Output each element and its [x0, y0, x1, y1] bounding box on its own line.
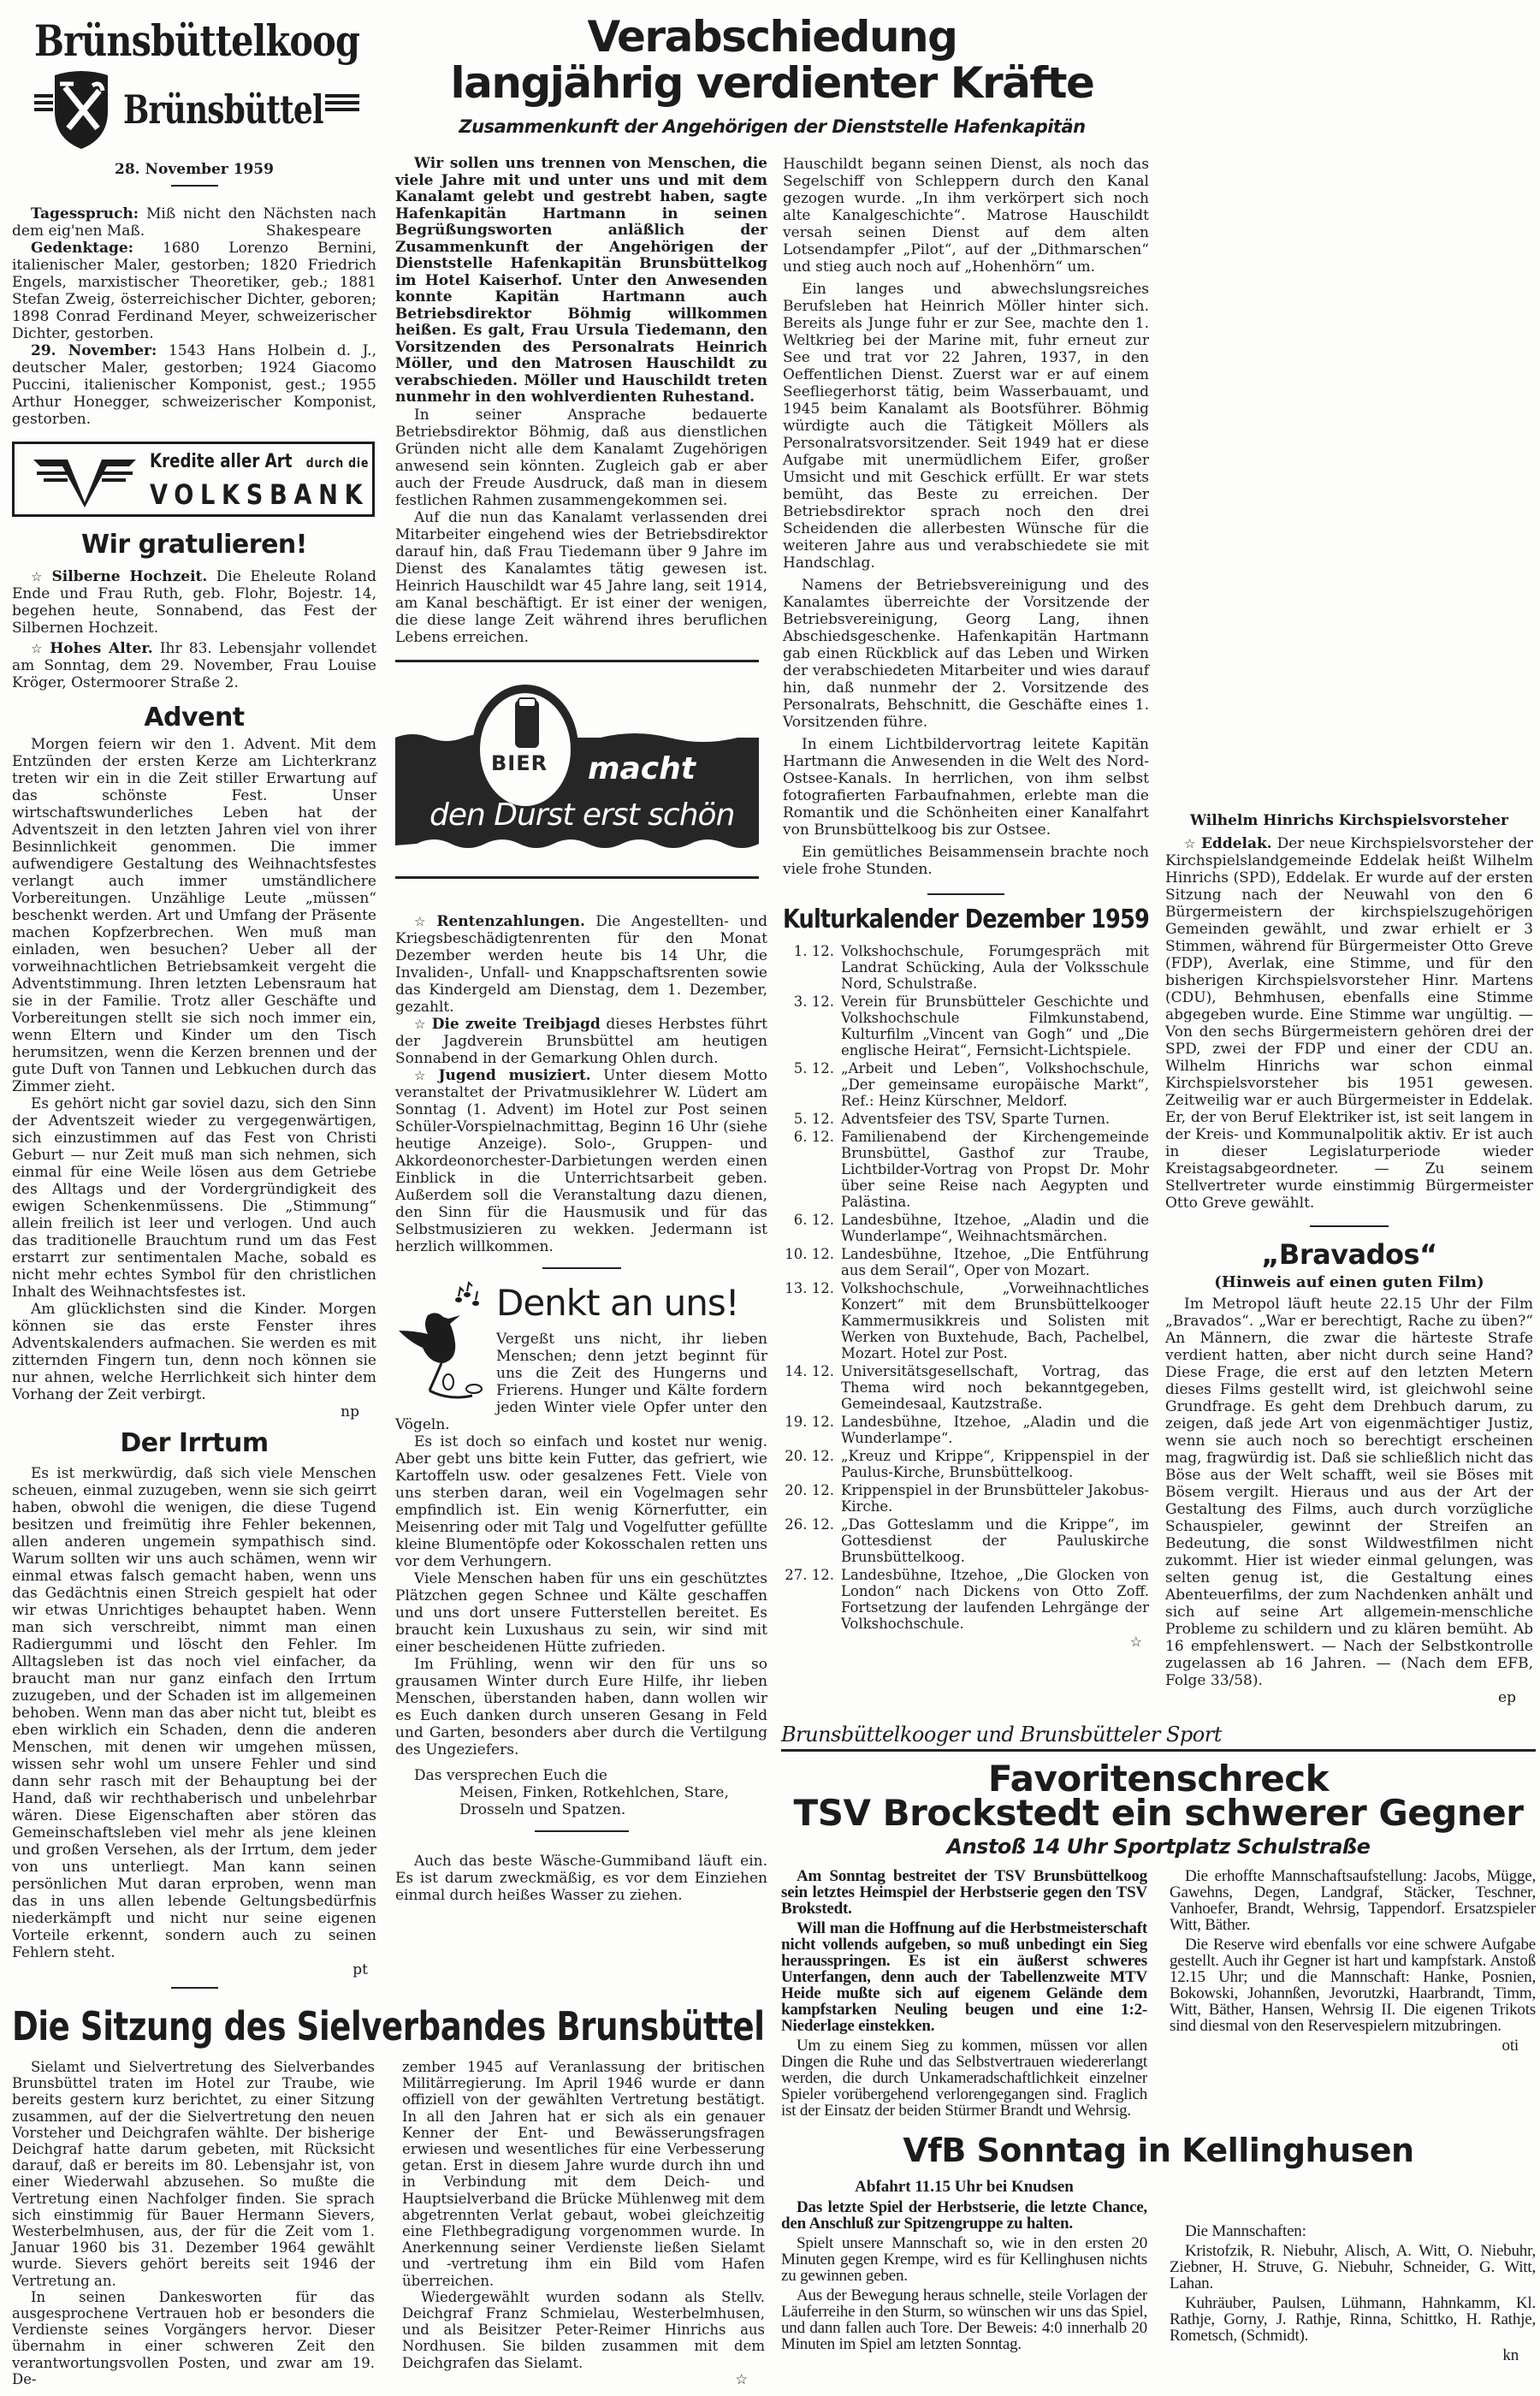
masthead-logo	[34, 15, 359, 152]
star-icon: ☆	[31, 641, 45, 656]
gedenktage: Gedenktage: 1680 Lorenzo Bernini, italienischer Maler, gestorben; 1820 Friedrich Engels, marxistischer Theoretiker, geb.; 1881 Stefan Zweig, österreichischer Dichter, geboren; 1898 Conrad Ferdinand Meyer, schweizerischer Dichter, gestorben.	[12, 240, 376, 342]
nov29: 29. November: 1543 Hans Holbein d. J., deutscher Maler, gestorben; 1924 Giacomo Puccini, italienischer Komponist, gest.; 1955 Arthur Honegger, schweizerischer Komponist, gestorben.	[12, 342, 376, 428]
section-heading: Wir gratulieren!	[81, 530, 307, 560]
divider	[1310, 1225, 1389, 1227]
notice-item: ☆ Rentenzahlungen. Die Angestellten- und Kriegsbeschädigtenrenten für den Monat Dezember werden heute bis 14 Uhr, die Invaliden-, Unfall- und Knappschaftsrenten sowie das Kindergeld am Dienstag, dem 1. Dezember, gezahlt.	[395, 912, 767, 1016]
author-signature: ep	[1498, 1689, 1516, 1706]
bravados-subheading: (Hinweis auf einen guten Film)	[1214, 1273, 1484, 1291]
notice-item: ☆ Jugend musiziert. Unter diesem Motto veranstaltet der Privatmusiklehrer W. Lüdert am Sonntag (1. Advent) im Hotel zur Post seinen Schüler-Vorspielnachmittag, Beginn 16 Uhr (siehe heutige Anzeige). Solo-, Gruppen- und Akkordeonorchester-Darbietungen werden einen Einblick in die Unterrichtsarbeit geben. Außerdem soll die Veranstaltung dazu dienen, den Sinn für die Hausmusik und für das Selbstmusizieren zu wekken. Jedermann ist herzlich willkommen.	[395, 1066, 767, 1255]
sielverband-headline: Die Sitzung des Sielverbandes Brunsbüttel	[12, 2003, 765, 2049]
calendar-entry: 26. 12. „Das Gotteslamm und die Krippe“, im Gottesdienst der Pauluskirche Brunsbüttelkoog.	[785, 1516, 1149, 1565]
sielverband-section	[12, 2002, 765, 2387]
calendar-entry: 3. 12. Verein für Brunsbütteler Geschichte und Volkshochschule Filmkunstabend, Kulturfilm „Vincent van Gogh“ und „Die englische Heirat“, Fernsicht-Lichtspiele.	[793, 993, 1149, 1059]
bravados-article: Im Metropol läuft heute 22.15 Uhr der Film „Bravados“. „War er berechtigt, Rache zu üben?“ An Männern, die zwar die härteste Strafe verdient hatten, aber nicht durch seine Hand? Diese Frage, die erst auf den letzten Metern dieses Films gestellt wird, ist gleichwohl seine Grundfrage. Es geht dem Drehbuch darum, zu zeigen, daß jede Art von eigenmächtiger Justiz, wenn sie auch noch so berechtigt erscheinen mag, fragwürdig ist. Daß sie schließlich nicht das Böse aus der Welt schafft, weil sie Böses mit Bösem vergilt. Hieraus und aus der Art der Gestaltung des Films, auch durch vorzügliche Schauspieler, gewinnt der Streifen an Bedeutung, die sonst Wildwestfilmen nicht zukommt. Hier ist wieder einmal gelungen, was selten genug ist, die Gestaltung eines Abenteuerfilms, der zum Nachdenken anhält und sich auf seine Art allgemein-menschliche Probleme zu schildern und zu klären bemüht. Ab 16 empfehlenswert. — Nach der Selbstkontrolle zugelassen ab 16 Jahren. — (Nach dem EFB, Folge 33/58). ep	[1165, 1296, 1533, 1706]
column-2	[395, 156, 767, 1904]
logo-line2: Brünsbüttel	[123, 86, 323, 133]
bier-line2: den Durst erst schön	[429, 797, 735, 833]
gummiband-tip: Auch das beste Wäsche-Gummiband läuft ein. Es ist darum zweckmäßig, es vor dem Einziehen einmal durch heißes Wasser zu ziehen.	[395, 1852, 767, 1904]
calendar-entry: 5. 12. Adventsfeier des TSV, Sparte Turnen.	[793, 1111, 1111, 1127]
main-headline: Verabschiedung langjährig verdienter Kräfte	[450, 12, 1094, 108]
column-3	[783, 156, 1149, 1650]
calendar-entry: 20. 12. „Kreuz und Krippe“, Krippenspiel in der Paulus-Kirche, Brunsbüttelkoog.	[785, 1448, 1149, 1480]
star-icon: ☆	[414, 1016, 427, 1032]
sport-article1-col2: Die erhoffte Mannschaftsaufstellung: Jacobs, Mügge, Gawehns, Degen, Landgraf, Stäcker, Teschner, Vanhoefer, Brandt, Wehrsig, Tappendorf. Ersatzspieler Witt, Bäther. Die Reserve wird ebenfalls vor eine schwere Aufgabe gestellt. Auch ihr Gegner ist hart und kampfstark. Anstoß 12.15 Uhr; und die Mannschaft: Hanke, Posnien, Bokowski, Johannßen, Jevorutzki, Haarbrandt, Timm, Witt, Bäther, Hansen, Wehrsig II. Die eigenen Trikots sind diesmal von den Reservespielern mitzubringen. oti	[1170, 1867, 1536, 2055]
ad-line1: Kredite aller Art	[150, 451, 293, 472]
list-item: ☆ Hohes Alter. Ihr 83. Lebensjahr vollendet am Sonntag, dem 29. November, Frau Louise Kröger, Ostermoorer Straße 2.	[12, 640, 377, 691]
article-lead: Wir sollen uns trennen von Menschen, die viele Jahre mit und unter uns und mit dem Kanalamt gelebt und gestrebt haben, sagte Hafenkapitän Hartmann in seinen Begrüßungsworten anläßlich der Zusammenkunft der Angehörigen der Dienststelle Hafenkapitän Brunsbüttelkog im Hotel Kaiserhof. Unter den Anwesenden konnte Kapitän Hartmann auch Betriebsdirektor Böhmig willkommen heißen. Es galt, Frau Ursula Tiedemann, den Vorsitzenden des Personalrats Heinrich Möller, und den Matrosen Hauschildt zu verabschieden. Möller und Hauschildt treten nunmehr in den wohlverdienten Ruhestand.	[395, 155, 767, 406]
list-item: ☆ Silberne Hochzeit. Die Eheleute Roland Ende und Frau Ruth, geb. Flohr, Bojestr. 14, begehen heute, Sonnabend, das Fest der Silbernen Hochzeit.	[12, 568, 376, 637]
calendar-entry: 14. 12. Universitätsgesellschaft, Vortrag, das Thema wird noch bekanntgegeben, Gemeindesaal, Kautzstraße.	[785, 1363, 1149, 1412]
author-signature: np	[341, 1403, 359, 1420]
sport-article1-col1: Am Sonntag bestreitet der TSV Brunsbüttelkoog sein letztes Heimspiel der Herbstserie gegen den TSV Brokstedt. Will man die Hoffnung auf die Herbstmeisterschaft nicht vollends aufgeben, so muß unbedingt ein Sieg herausspringen. Es ist ein äußerst schweres Unterfangen, denn auch der Tabellenzweite MTV Heide mußte sich auf eigenem Gelände dem kampfstarken Neuling beugen und eine 1:2-Niederlage einstekken. Um zu einem Sieg zu kommen, müssen vor allen Dingen die Ruhe und das Selbstvertrauen wiedererlangt werden, die durch Unkameradschaftlichkeit einzelner Spieler vorübergehend verlorengegangen sind. Fraglich ist der Einsatz der beiden Stürmer Brandt und Wehrsig.	[781, 1867, 1147, 2120]
local-notices	[395, 913, 767, 1255]
divider	[171, 1987, 218, 1989]
star-icon: ☆	[414, 913, 432, 929]
calendar-entry: 27. 12. Landesbühne, Itzehoe, „Die Glocken von London“ nach Dickens von Otto Zoff. Fortsetzung der laufenden Lehrgänge der Volkshochschule.	[785, 1567, 1149, 1632]
divider	[395, 660, 759, 662]
volksbank-ad	[12, 442, 375, 517]
calendar-entry: 6. 12. Landesbühne, Itzehoe, „Aladin und die Wunderlampe“, Weihnachtsmärchen.	[793, 1212, 1149, 1244]
sport-section-title: Brunsbüttelkooger und Brunsbütteler Sport	[781, 1723, 1222, 1747]
ad-line1-small: durch die	[305, 455, 370, 471]
closing-line: Das versprechen Euch die	[414, 1766, 607, 1784]
main-article-col1: Wir sollen uns trennen von Menschen, die viele Jahre mit und unter uns und mit dem Kanalamt gelebt und gestrebt haben, sagte Hafenkapitän Hartmann in seinen Begrüßungsworten anläßlich der Zusammenkunft der Angehörigen der Dienststelle Hafenkapitän Brunsbüttelkog im Hotel Kaiserhof. Unter den Anwesenden konnte Kapitän Hartmann auch Betriebsdirektor Böhmig willkommen heißen. Es galt, Frau Ursula Tiedemann, den Vorsitzenden des Personalrats Heinrich Möller, und den Matrosen Hauschildt zu verabschieden. Möller und Hauschildt treten nunmehr in den wohlverdienten Ruhestand. In seiner Ansprache bedauerte Betriebsdirektor Böhmig, daß aus dienstlichen Gründen nicht alle dem Kanalamt Zugehörigen anwesend sein könnten. Zugleich gab er aber auch der Freude Ausdruck, daß man in diesem festlichen Rahmen zusammengekommen sei. Auf die nun das Kanalamt verlassenden drei Mitarbeiter eingehend wies der Betriebsdirektor darauf hin, daß Frau Tiedemann über 9 Jahre im Dienst des Kanalamtes tätig gewesen ist. Heinrich Hauschildt war 45 Jahre lang, seit 1914, am Kanal beschäftigt. Er ist einer der wenigen, die diese lange Zeit während ihres beruflichen Lebens erreichen.	[395, 155, 767, 646]
divider	[781, 1749, 1536, 1752]
divider	[927, 893, 1004, 895]
notice-item: ☆ Die zweite Treibjagd dieses Herbstes führt der Jagdverein Brunsbüttel am heutigen Sonnabend in der Gemarkung Ohlen durch.	[395, 1015, 767, 1067]
volksbank-wing-logo-icon	[33, 451, 136, 507]
issue-date: 28. November 1959	[115, 161, 274, 178]
quote-author: Shakespeare	[265, 222, 361, 240]
coat-of-arms-icon	[34, 68, 128, 151]
calendar-entry: 10. 12. Landesbühne, Itzehoe, „Die Entführung aus dem Serail“, Oper von Mozart.	[785, 1246, 1149, 1278]
calendar-entry: 19. 12. Landesbühne, Itzehoe, „Aladin und die Wunderlampe“.	[785, 1414, 1149, 1446]
author-signature: oti	[1502, 2037, 1519, 2055]
gratulieren-list	[12, 568, 376, 691]
sielverband-col2: zember 1945 auf Veranlassung der britischen Militärregierung. Im April 1946 wurde er dann offiziell von der gewählten Vertretung bestätigt. In all den Jahren hat er sich als ein genauer Kenner der Ent- und Bewässerungsfragen erwiesen und wesentliches für eine Verbesserung getan. Erst in diesem Jahre wurde durch ihn und in Verbindung mit dem Deich- und Hauptsielverband die Brücke Mühlenweg mit dem abgetrennten Verlat gebaut, wobei gleichzeitig eine Flethbegradigung vorgenommen wurde. In Anerkennung seiner Verdienste ließen Sielamt und -vertretung ihm ein Bild vom Hafen überreichen. Wiedergewählt wurden sodann als Stellv. Deichgraf Franz Schmielau, Westerbelmhusen, und als Beisitzer Peter-Reimer Hinrichs aus Nordhusen. Sie bilden zusammen mit dem Deichgrafen das Sielamt. ☆	[402, 2059, 765, 2387]
section-heading: Der Irrtum	[120, 1428, 269, 1458]
divider	[395, 876, 759, 879]
bier-line1: macht	[588, 750, 696, 786]
sport-section	[781, 1722, 1536, 2363]
section-heading: Advent	[144, 703, 245, 732]
sport-subheading: Anstoß 14 Uhr Sportplatz Schulstraße	[946, 1835, 1371, 1859]
tagesspruch: Tagesspruch: Miß nicht den Nächsten nach dem eig'nen Maß. Shakespeare	[12, 205, 377, 240]
star-icon: ☆	[1129, 1634, 1142, 1650]
main-article-col2: Hauschildt begann seinen Dienst, als noch das Segelschiff von Schleppern durch den Kanal gezogen wurde. „In ihm verkörpert sich noch alte Kanalgeschichte“. Matrose Hauschildt versah seinen Dienst auf dem alten Lotsendampfer „Pilot“, auf der „Dithmarschen“ und stieg auch noch auf „Hohenhörn“ um. Ein langes und abwechslungsreiches Berufsleben hat Heinrich Möller hinter sich. Bereits als Junge fuhr er zur See, machte den 1. Weltkrieg bei der Marine mit, fuhr erneut zur See und trat vor 22 Jahren, 1937, in den Oeffentlichen Dienst. Zuerst war er auf einem Seefliegerhorst tätig, beim Wasserbauamt, und 1945 beim Kanalamt als Bootsführer. Böhmig würdigte auch die Tätigkeit Möllers als Personalratsvorsitzender. Seit 1949 hat er diese Aufgabe mit unermüdlichem Eifer, großer Umsicht und mit Geschick erfüllt. Er war stets bemüht, das Beste zu erreichen. Der Betriebsdirektor sprach noch den drei Scheidenden die allerbesten Wünsche für die weiteren Jahre aus und verabschiedete sie mit Handschlag. Namens der Betriebsvereinigung und des Kanalamtes überreichte der Vorsitzende der Betriebsvereinigung, Georg Lang, ihnen Abschiedsgeschenke. Hafenkapitän Hartmann gab einen Rückblick auf das Leben und Wirken der verabschiedeten Mitarbeiter und wies darauf hin, daß nunmehr der 2. Vorsitzende des Personalrats, Behschnitt, die Geschäfte eines 1. Vorsitzenden führe. In einem Lichtbildervortrag leitete Kapitän Hartmann die Anwesenden in die Welt des Nord-Ostsee-Kanals. In herrlichen, von ihm selbst fotografierten Farbaufnahmen, erlebte man die Romantik und die Schönheiten einer Kanalfahrt von Brunsbüttelkoog bis zur Ostsee. Ein gemütliches Beisammensein brachte noch viele frohe Stunden.	[783, 156, 1149, 878]
star-icon: ☆	[414, 1067, 434, 1083]
author-signature: pt	[352, 1961, 368, 1978]
bravados-heading: „Bravados“	[1261, 1238, 1437, 1271]
author-signature: kn	[1502, 2346, 1519, 2364]
vfb-col2: Die Mannschaften: Kristofzik, R. Niebuhr, Alisch, A. Witt, O. Niebuhr, Ziebner, H. Struve, G. Niebuhr, Schneider, G. Witt, Lahan. Kuhräuber, Paulsen, Lühmann, Hahnkamm, Kl. Rathje, Gorny, J. Rathje, Rinna, Schittko, H. Rathje, Rometsch, (Schmidt). kn	[1170, 2222, 1536, 2364]
calendar-entry: 13. 12. Volkshochschule, „Vorweihnachtliches Konzert“ mit dem Brunsbüttelkooger Kammermusikkreis und Solisten mit Werken von Buxtehude, Bach, Pachelbel, Mozart. Hotel zur Post.	[785, 1280, 1149, 1361]
star-icon: ☆	[31, 569, 47, 584]
vfb-subheading: Abfahrt 11.15 Uhr bei Knudsen	[855, 2178, 1074, 2196]
calendar-box	[12, 205, 376, 428]
divider	[535, 1830, 629, 1832]
bier-ad	[395, 681, 759, 857]
hinrichs-heading: Wilhelm Hinrichs Kirchspielsvorsteher	[1190, 812, 1508, 829]
calendar-entry: 1. 12. Volkshochschule, Forumgespräch mit Landrat Schücking, Aula der Volksschule Nord, Schulstraße.	[793, 943, 1149, 992]
divider	[542, 1267, 621, 1269]
column-1	[12, 15, 376, 1989]
denkt-heading: Denkt an uns!	[496, 1281, 739, 1324]
denkt-article: Denkt an uns! Vergeßt uns nicht, ihr lieben Menschen; denn jetzt beginnt für uns die Zeit des Hungerns und Frierens. Hunger und Kälte fordern jeden Winter viele Opfer unter den Vögeln. Es ist doch so einfach und kostet nur wenig. Aber gebt uns bitte kein Futter, das gefriert, wie Kartoffeln usw. oder gesalzenes Fett. Viele von uns sterben daran, weil ein Vogelmagen sehr empfindlich ist. Ein wenig Körnerfutter, ein Meisenring oder mit Talg und Vogelfutter gefüllte kleine Blumentöpfe oder Kokosschalen retten uns vor dem Verhungern. Viele Menschen haben für uns ein geschütztes Plätzchen gegen Schnee und Kälte geschaffen und uns dort unsere Futterstellen bereitet. Es braucht kein Luxushaus zu sein, wir sind mit einer bescheidenen Hütte zufrieden. Im Frühling, wenn wir den für uns so grausamen Winter durch Eure Hilfe, ihr lieben Menschen, überstanden haben, dann wollen wir es Euch danken durch unseren Gesang in Feld und Garten, besonders aber durch die Vertilgung des Ungeziefers. Das versprechen Euch die Meisen, Finken, Rotkehlchen, Stare, Drosseln und Spatzen.	[395, 1281, 767, 1818]
main-headline-block	[394, 14, 1151, 137]
advent-article: Morgen feiern wir den 1. Advent. Mit dem Entzünden der ersten Kerze am Lichterkranz treten wir ein in die Zeit stiller Erwartung auf das schönste Fest. Unser wirtschaftswunderliches Leben hat der Adventszeit in den letzten Jahren viel von ihrer Besinnlichkeit genommen. Die immer aufwendigere Gestaltung des Weihnachtsfestes verlangt auch immer umständlichere Vorbereitungen. Unzählige Leute „müssen“ beschenkt werden. Art und Umfang der Präsente machen Kopfzerbrechen. Wen muß man einladen, wen besuchen? Ueber all der vorweihnachtlichen Betriebsamkeit vergeht die Adventstimmung. Ihren letzten Lebensraum hat sie in der Familie. Trotz aller Geschäfte und Vorbereitungen stellt sie sich noch immer ein, wenn Eltern und Kinder um den Tisch herumsitzen, wenn die Kerzen brennen und der gute Duft von Tannen und Lebkuchen durch das Zimmer zieht. Es gehört nicht gar soviel dazu, sich den Sinn der Adventszeit wieder zu vergegenwärtigen, sich einzustimmen auf das Fest von Christi Geburt — nur Zeit muß man sich nehmen, sich einmal für eine Weile lösen aus dem Getriebe des Alltags und der Vordergründigkeit des ewigen Schenkenmüssens. Die „Stimmung“ allein freilich ist leer und verlogen. Und auch das traditionelle Brauchtum rund um das Fest erstarrt zur sentimentalen Mache, sobald es nicht mehr echtes Symbol für den christlichen Inhalt des Weihnachtsfestes ist. Am glücklichsten sind die Kinder. Morgen können sie das erste Fenster ihres Adventskalenders aufmachen. Sie werden es mit zitternden Fingern tun, denn noch können sie nur ahnen, welche Herrlichkeit sich hinter dem Vorhang der Zeit verbirgt. np	[12, 736, 376, 1420]
birds-signature: Meisen, Finken, Rotkehlchen, Stare, Drosseln und Spatzen.	[459, 1783, 729, 1818]
kulturkalender-list	[783, 943, 1149, 1632]
ad-brand: VOLKSBANK	[150, 478, 370, 511]
irrtum-article: Es ist merkwürdig, daß sich viele Menschen scheuen, einmal zuzugeben, wenn sie sich geirrt haben, obwohl die wenigen, die diese Tugend besitzen und freimütig ihre Fehler bekennen, allen anderen ungemein sympathisch sind. Warum sollten wir uns auch schämen, wenn wir einmal etwas falsch gemacht haben, wenn uns das Gedächtnis einen Streich gespielt hat oder wir etwas Unrichtiges behauptet haben. Wenn man sich verschreibt, nimmt man einen Radiergummi und löscht den Fehler. Im Alltagsleben ist das noch viel einfacher, da braucht man nur ganz einfach den Irrtum zuzugeben, und der Schaden ist im allgemeinen behoben. Wenn man das aber nicht tut, bleibt es eben wirklich ein Schaden, denn die anderen Menschen, mit denen wir umgehen müssen, wissen sehr wohl um unsere Fehler und sind dann sehr rasch mit der Behauptung bei der Hand, daß wir rechthaberisch und unbelehrbar wären. Diese Eigenschaften aber stören das Gemeinschaftsleben viel mehr als jene kleinen und großen Versehen, als der Irrtum, dem jeder von uns unterliegt. Man kann seinen persönlichen Mut daran erproben, wenn man das in uns allen lebende Geltungsbedürfnis niederkämpft und nicht nur seine eigenen Vorteile erkennt, sondern auch zu seinen Fehlern steht. pt	[12, 1465, 376, 1978]
star-icon: ☆	[735, 2370, 748, 2387]
singing-bird-icon	[395, 1281, 488, 1409]
calendar-entry: 5. 12. „Arbeit und Leben“, Volkshochschule, „Der gemeinsame europäische Markt“, Ref.: Heinz Kürschner, Meldorf.	[793, 1060, 1149, 1109]
bier-badge: BIER	[491, 750, 548, 775]
calendar-entry: 6. 12. Familienabend der Kirchengemeinde Brunsbüttel, Gasthof zur Traube, Lichtbilder-Vortrag von Propst Dr. Mohr über seine Reise nach Aegypten und Palästina.	[793, 1129, 1149, 1210]
sport-headline: Favoritenschreck TSV Brockstedt ein schwerer Gegner	[793, 1758, 1524, 1834]
sielverband-col1: Sielamt und Sielvertretung des Sielverbandes Brunsbüttel traten im Hotel zur Traube, wie bereits gestern kurz berichtet, zu einer Sitzung zusammen, auf der die Sielvertretung den neuen Vorsteher und Deichgrafen wählte. Der bisherige Deichgraf hatte darum gebeten, mit Rücksicht darauf, daß er bereits im 80. Lebensjahr ist, von einer Wiederwahl abzusehen. So mußte die Vertretung einen Nachfolger finden. Sie sprach sich einstimmig für Bauer Hermann Sievers, Westerbelmhusen, aus, der für die Zeit vom 1. Januar 1960 bis 31. Dezember 1964 gewählt wurde. Sievers gehört bereits seit 1946 der Vertretung an. In seinen Dankesworten für das ausgesprochene Vertrauen hob er besonders die Verdienste seines Vorgängers hervor. Dieser übernahm in einer schweren Zeit den verantwortungsvollen Posten, und zwar am 19. De-	[12, 2059, 375, 2387]
main-subtitle: Zusammenkunft der Angehörigen der Dienststelle Hafenkapitän	[459, 116, 1086, 137]
banner-stripes-icon	[325, 94, 359, 118]
calendar-entry: 20. 12. Krippenspiel in der Brunsbütteler Jakobus-Kirche.	[785, 1482, 1149, 1515]
column-4	[1165, 811, 1533, 1706]
vfb-headline: VfB Sonntag in Kellinghusen	[903, 2132, 1414, 2169]
hinrichs-article: ☆ Eddelak. Der neue Kirchspielsvorsteher der Kirchspielslandgemeinde Eddelak heißt Wilhelm Hinrichs (SPD), Eddelak. Er wurde auf der ersten Sitzung nach der Neuwahl von den 6 Bürgermeistern der kirchspielszugehörigen Gemeinden gewählt, und zwar erhielt er 3 Stimmen, während für Bürgermeister Otto Greve (FDP), Averlak, eine Stimme, und für den bisherigen Kirchspielsvorsteher Hinr. Martens (CDU), Behmhusen, ebenfalls eine Stimme abgegeben wurde. Eine Stimme war ungültig. — Von den sechs Bürgermeistern gehören drei der SPD, zwei der FDP und einer der CDU an. Wilhelm Hinrichs war schon einmal Kirchspielsvorsteher bis 1951 gewesen. Zeitweilig war er auch Bürgermeister in Eddelak. Er, der von Beruf Elektriker ist, ist seit langem in der Kreis- und Kommunalpolitik aktiv. Er ist auch in dieser Legislaturperiode wieder Kreistagsabgeordneter. — Zu seinem Stellvertreter wurde einstimmig Bürgermeister Otto Greve gewählt.	[1165, 835, 1533, 1212]
star-icon: ☆	[1184, 836, 1196, 851]
logo-line1: Brünsbüttelkoog	[34, 15, 360, 66]
divider	[171, 185, 218, 187]
vfb-col1: Das letzte Spiel der Herbstserie, die letzte Chance, den Anschluß zur Spitzengruppe zu halten. Spielt unsere Mannschaft so, wie in den ersten 20 Minuten gegen Krempe, wird es für Kellinghusen nichts zu gewinnen geben. Aus der Bewegung heraus schnelle, steile Vorlagen der Läuferreihe in den Sturm, so wünschen wir uns das Spiel, und dann fallen auch Tore. Der Beweis: 4:0 innerhalb 20 Minuten im Spiel am letzten Sonntag.	[781, 2198, 1147, 2353]
kulturkalender-heading: Kulturkalender Dezember 1959	[783, 904, 1149, 934]
